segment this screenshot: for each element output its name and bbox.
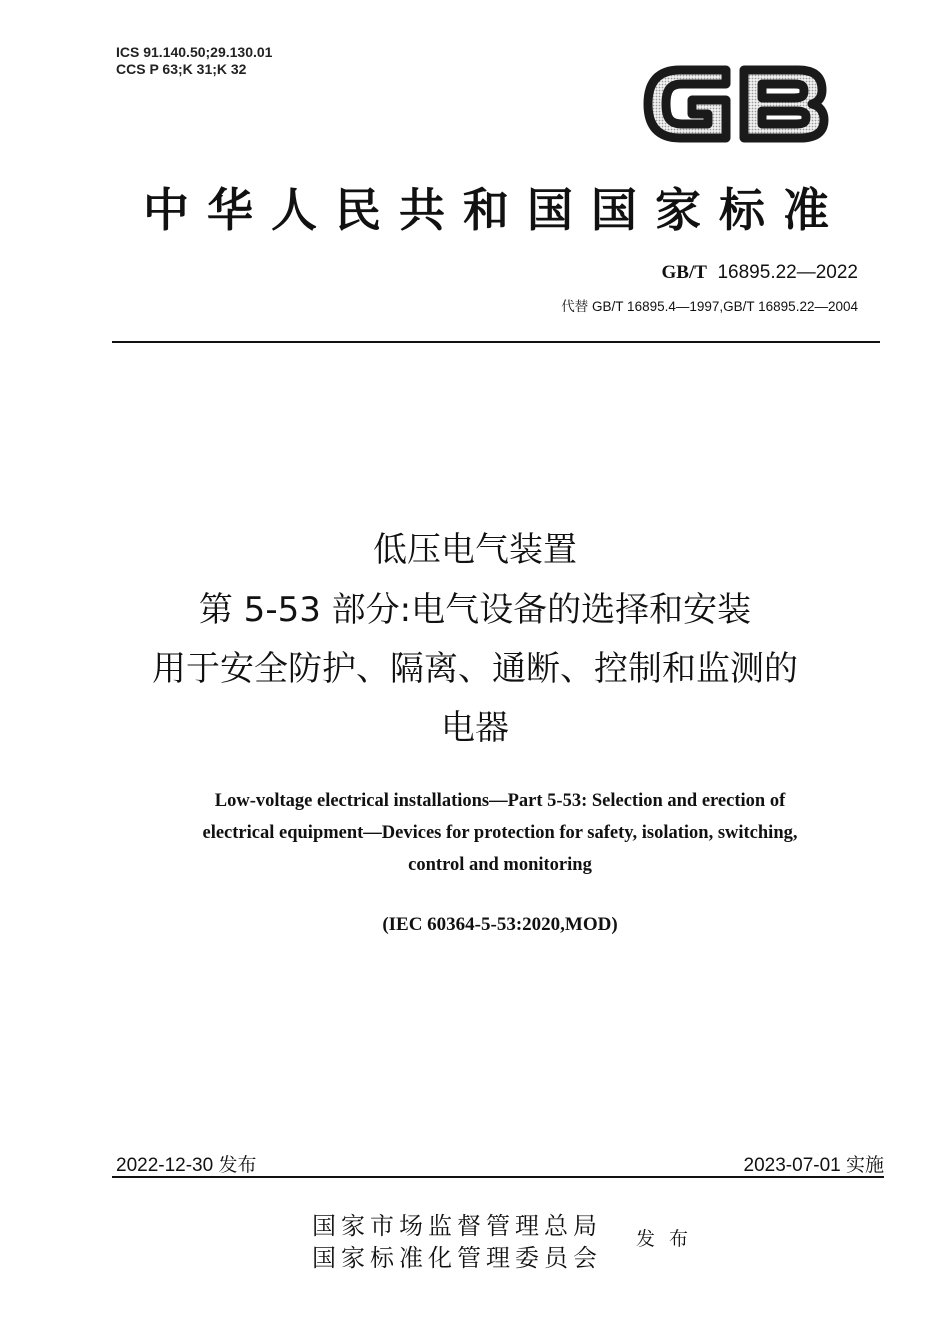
issue-date: 2022-12-30 发布 [116, 1155, 257, 1176]
title-en-line-3: control and monitoring [408, 855, 592, 875]
classification-codes [116, 44, 272, 78]
issuer-samr: 国家市场监督管理总局 [312, 1212, 602, 1240]
standard-number-value: 16895.22—2022 [717, 262, 858, 283]
title-en-line-2: electrical equipment—Devices for protection for safety, isolation, switching, [202, 823, 798, 843]
title-cn-line-2: 第 5-53 部分:电气设备的选择和安装 [198, 590, 752, 630]
ccs-code: CCS P 63;K 31;K 32 [116, 61, 247, 77]
iec-reference: (IEC 60364-5-53:2020,MOD) [382, 914, 618, 935]
title-cn-line-4: 电器 [441, 708, 509, 748]
replaces-note: 代替 GB/T 16895.4—1997,GB/T 16895.22—2004 [561, 299, 858, 314]
standard-number-prefix: GB/T [661, 262, 707, 283]
bottom-divider [112, 1176, 884, 1178]
ics-code: ICS 91.140.50;29.130.01 [116, 44, 273, 60]
issue-word: 发布 [636, 1228, 703, 1250]
standard-number [662, 262, 858, 284]
issuer-sac: 国家标准化管理委员会 [312, 1244, 602, 1272]
national-standard-title: 中华人民共和国国家标准 [143, 183, 847, 237]
title-cn-line-3: 用于安全防护、隔离、通断、控制和监测的 [152, 649, 798, 689]
title-cn-line-1: 低压电气装置 [373, 530, 577, 570]
title-en-line-1: Low-voltage electrical installations—Part 5-53: Selection and erection of [214, 791, 786, 811]
top-divider [112, 341, 880, 343]
implementation-date: 2023-07-01 实施 [743, 1155, 884, 1176]
gb-logo-icon [640, 56, 830, 152]
